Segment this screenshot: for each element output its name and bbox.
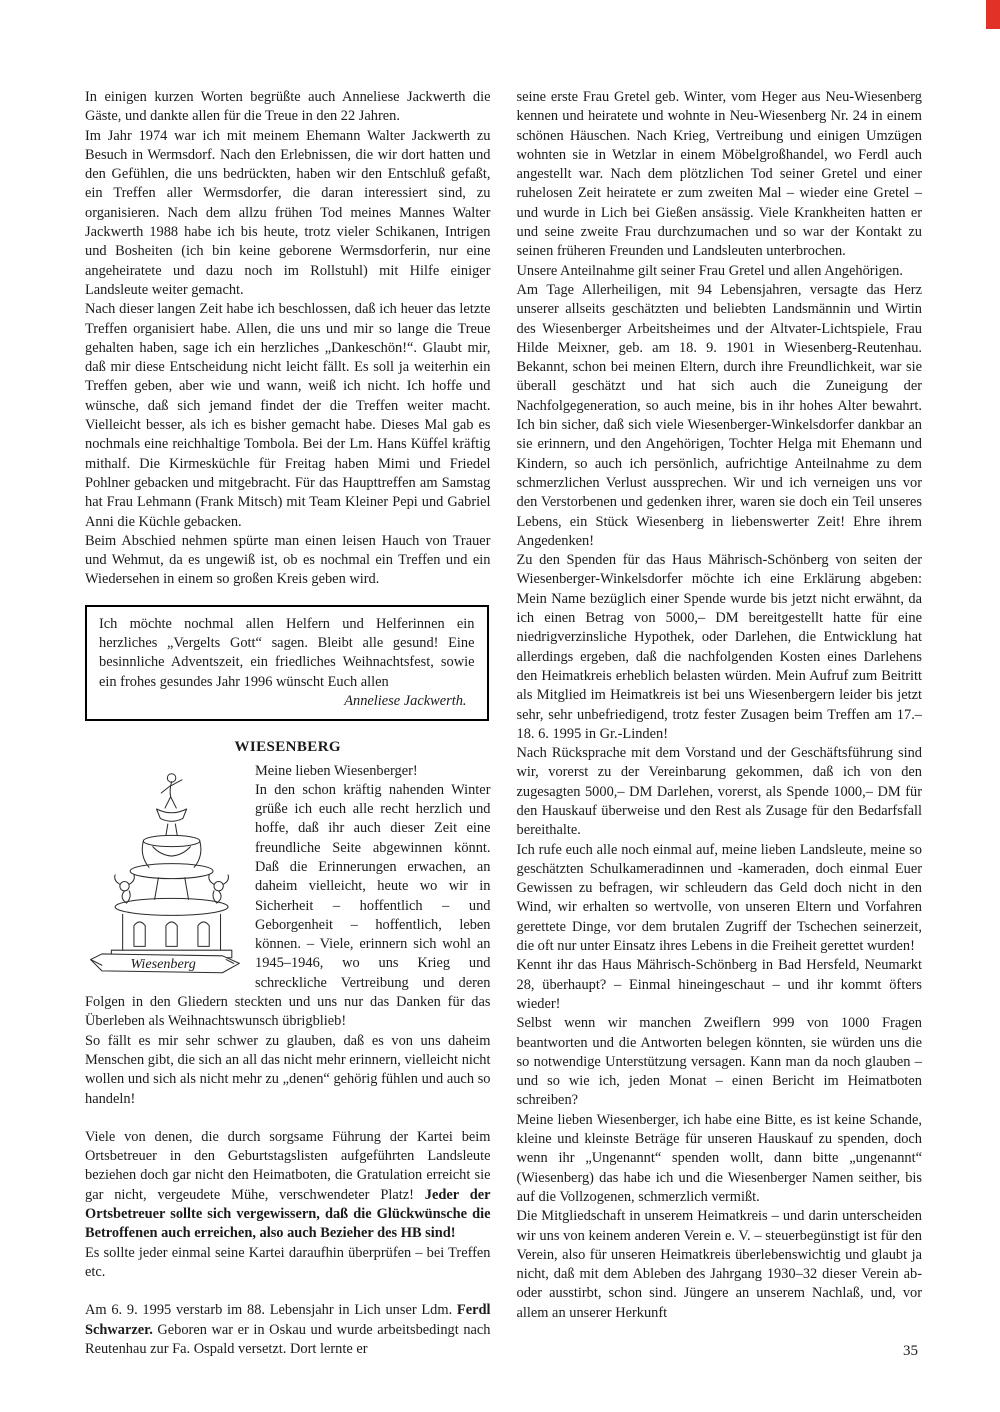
paragraph: Meine lieben Wiesenberger, ich habe eine Bitte, es ist keine Schande, kleine und kleinste Beträge für unseren Hauskauf zu spenden, doch wenn ihr „Ungenannt“ spenden wollt, dann bitte „ungenannt“ (Wiesenberg) das habe ich und die Wiesenberger Namen seither, bis auf die Vollzogenen, schmerzlich vermißt. bbox=[516, 1111, 922, 1205]
left-column bbox=[85, 88, 491, 1359]
paragraph: Es sollte jeder einmal seine Kartei daraufhin überprüfen – bei Treffen etc. bbox=[85, 1244, 491, 1280]
paragraph-bold-text: Jeder der Ortsbetreuer sollte sich vergewissern, daß die Glückwünsche die Betroffenen auch erreichen, also auch Bezieher des HB sind! bbox=[85, 1186, 491, 1242]
wiesenberg-section bbox=[85, 762, 491, 1109]
paragraph: Ich rufe euch alle noch einmal auf, meine lieben Landsleute, meine so geschätzten Schulkameradinnen und -kameraden, doch einmal Euer Gewissen zu befragen, wir schleudern das Geld doch nicht in den Wind, wir erhalten so wertvolle, von unseren Eltern und Vorfahren gerettete Dinge, vor dem brutalen Zugriff der Tschechen seinerzeit, die oft nur unter Einsatz ihres Lebens in die Freiheit gerettet wurden! bbox=[516, 841, 922, 955]
box-signature: Anneliese Jackwerth. bbox=[344, 692, 467, 709]
salutation: Meine lieben Wiesenberger! bbox=[255, 762, 418, 779]
paragraph-text: Geboren war er in Oskau und wurde arbeitsbedingt nach Reutenhau zur Fa. Ospald versetzt. Dort lernte er bbox=[85, 1321, 491, 1357]
paragraph-text: Am 6. 9. 1995 verstarb im 88. Lebensjahr in Lich unser Ldm. bbox=[85, 1302, 457, 1319]
paragraph: Unsere Anteilnahme gilt seiner Frau Gretel und allen Angehörigen. bbox=[516, 262, 903, 279]
paragraph-text: Viele von denen, die durch sorgsame Führung der Kartei beim Ortsbetreuer in den Geburtstagslisten aufgeführten Landsleute beziehen doch gar nicht den Heimatboten, die Gratulation erreicht sie gar nicht, vergeudete Mühe, verschwendeter Platz! bbox=[85, 1128, 491, 1203]
paragraph: In einigen kurzen Worten begrüßte auch Anneliese Jackwerth die Gäste, und dankte allen für die Treue in den 22 Jahren. bbox=[85, 89, 491, 125]
paragraph: Im Jahr 1974 war ich mit meinem Ehemann Walter Jackwerth zu Besuch in Wermsdorf. Nach den Erlebnissen, die wir dort hatten und den Gefühlen, die uns bedrückten, haben wir den Entschluß gefaßt, ein Treffen aller Wermsdorfer, die daran interessiert sind, zu organisieren. Nach dem allzu frühen Tod meines Mannes Walter Jackwerth 1988 habe ich bis heute, trotz vieler Schikanen, Intrigen und Bosheiten (ich bin keine geborene Wermsdorferin, nur eine angeheiratete und dazu noch im Rollstuhl) mit Hilfe einiger Landsleute weiter gemacht. bbox=[85, 127, 491, 298]
deceased-name: Ferdl Schwarzer. bbox=[85, 1302, 491, 1338]
page-number: 35 bbox=[903, 1343, 918, 1359]
paragraph: So fällt es mir sehr schwer zu glauben, daß es von uns daheim Menschen gibt, die sich an all das nicht mehr erinnern, vielleicht nicht wollen und sich als nicht mehr zu „denen“ gehörig fühlen und auch so handeln! bbox=[85, 1032, 491, 1107]
obituary-paragraph bbox=[85, 1301, 491, 1359]
paragraph: Zu den Spenden für das Haus Mährisch-Schönberg von seiten der Wiesenberger-Winkelsdorfer möchte ich eine Erklärung abgeben: Mein Name bezüglich einer Spende wurde bis jetzt nicht erwähnt, da ich einen Betrag von 5000,– DM bereitgestellt hatte für eine niedrigverzinsliche Hypothek, oder Darlehen, die Entwicklung hat allerdings ergeben, daß die nachfolgenden Kosten eines Darlehens den Heimatkreis erheblich belasten würden. Mein Aufruf zum Beitritt als Mitglied im Heimatkreis ist bei uns Wiesenbergern leider bis jetzt sehr, sehr unbefriedigend, trotz fester Zusagen beim Treffen am 17.–18. 6. 1995 in Gr.-Linden! bbox=[516, 552, 922, 742]
paragraph: Am Tage Allerheiligen, mit 94 Lebensjahren, versagte das Herz unserer allseits geschätzten und beliebten Landsmännin und Wirtin des Wiesenberger Arbeitsheimes und der Altvater-Lichtspiele, Frau Hilde Meixner, geb. am 18. 9. 1901 in Wiesenberg-Reutenhau. Bekannt, schon bei meinen Eltern, durch ihre Freundlichkeit, war sie überall geschätzt und hat sich auch die Zuneigung der Nachfolgegeneration, so auch meine, bis in ihr hohes Alter bewahrt. Ich bin sicher, daß sich viele Wiesenberger-Winkelsdorfer dankbar an sie erinnern, und den Angehörigen, Tochter Helga mit Ehemann und Kindern, so auch ich persönlich, aufrichtige Anteilnahme zu dem schmerzlichen Verlust aussprechen. Wir und ich verneigen uns vor den Verstorbenen und gedenken ihrer, waren sie doch ein Teil unseres Lebens, ein Stück Wiesenberg in liebenswerter Zeit! Ehre ihrem Angedenken! bbox=[516, 281, 922, 549]
section-heading-wiesenberg: WIESENBERG bbox=[234, 739, 342, 756]
red-corner-mark bbox=[986, 0, 1000, 29]
paragraph: Die Mitgliedschaft in unserem Heimatkreis – und darin unterscheiden wir uns von keinem anderen Verein e. V. – steuerbegünstigt ist für den Verein, also für unseren Heimatkreis überlebenswichtig und glaubt ja nicht, daß mit dem Ableben des Jahrgang 1930–32 dieser Verein ab- oder ausstirbt, schon sind. Jüngere an unserem Nachlaß, und, vor allem an unserer Herkunft bbox=[516, 1208, 922, 1321]
right-column bbox=[517, 88, 923, 1359]
paragraph: Selbst wenn wir manchen Zweiflern 999 von 1000 Fragen beantworten und die Antworten belegen könnten, sie würden uns die so notwendige Unterstützung versagen. Kann man da noch glauben – und so wie ich, jeden Monat – einen Bericht im Heimatboten schreiben? bbox=[516, 1015, 922, 1109]
paragraph: In den schon kräftig nahenden Winter grüße ich euch alle recht herzlich und hoffe, daß ihr auch dieser Zeit eine freundliche Seite abgewinnen könnt. Daß die Erinnerungen erwachen, an daheim vielleicht, heute wo wir in Sicherheit – hoffentlich – und Geborgenheit – hoffentlich, leben können. – Viele, erinnern sich wohl an 1945–1946, wo uns Krieg und schreckliche Vertreibung und deren Folgen in den Gliedern steckten und uns nur das Danken für das Überleben als Weihnachtswunsch übrigblieb! bbox=[85, 781, 491, 1030]
paragraph: seine erste Frau Gretel geb. Winter, vom Heger aus Neu-Wiesenberg kennen und heiratete und wohnte in Neu-Wiesenberg Nr. 24 in einem schönen Häuschen. Nach Krieg, Vertreibung und einigen Umzügen wohnten sie in Wetzlar in einem Möbelgroßhandel, wo Ferdl auch angestellt war. Nach dem plötzlichen Tod seiner Gretel und einer ruhelosen Zeit heiratete er zum zweiten Mal – wieder eine Gretel – und wurde in Lich bei Gießen ansässig. Viele Krankheiten hatten er und seine zweite Frau durchzumachen und so war der Kontakt zu seinen früheren Freunden und Landsleuten unterbrochen. bbox=[516, 89, 922, 260]
paragraph: Kennt ihr das Haus Mährisch-Schönberg in Bad Hersfeld, Neumarkt 28, überhaupt? – Einmal hineingeschaut – und ihr kommt öfters wieder! bbox=[516, 957, 922, 1012]
acknowledgement-box bbox=[85, 605, 489, 721]
paragraph: Nach Rücksprache mit dem Vorstand und der Geschäftsführung sind wir, vorerst zu der Vereinbarung gekommen, daß ich von den zugesagten 5000,– DM Darlehen, vorerst, als Spende 1000,– DM für den Hauskauf überweise und den Rest als Zusage für den Bedarfsfall bereithalte. bbox=[516, 745, 922, 839]
fountain-illustration bbox=[85, 765, 245, 981]
fountain-banner-label: Wiesenberg bbox=[130, 955, 196, 972]
paragraph bbox=[85, 1128, 491, 1244]
paragraph: Nach dieser langen Zeit habe ich beschlossen, daß ich heuer das letzte Treffen organisiert habe. Allen, die uns und mir so lange die Treue gehalten haben, sage ich ein herzliches „Dankeschön!“. Glaubt mir, daß mir diese Entscheidung nicht leicht fällt. Es soll ja weiterhin ein Treffen geben, aber wie und wann, weiß ich nicht. Ich hoffe und wünsche, daß sich jemand findet der die Treffen weiter macht. Vielleicht besser, als ich es bisher gemacht habe. Dieses Mal gab es nochmals eine reichhaltige Tombola. Bei der Lm. Hans Küffel kräftig mithalf. Die Kirmesküchle für Freitag haben Mimi und Friedel Pohlner gebacken und mitgebracht. Für das Haupttreffen am Samstag hat Frau Lehmann (Frank Mitsch) mit Team Kleiner Pepi und Gabriel Anni die Küchle gebacken. bbox=[85, 301, 491, 530]
box-text: Ich möchte nochmal allen Helfern und Helferinnen ein herzliches „Vergelts Gott“ sagen. Bleibt alle gesund! Eine besinnliche Adventszeit, ein friedliches Weihnachtsfest, sowie ein frohes gesundes Jahr 1996 wünscht Euch allen bbox=[99, 615, 475, 690]
paragraph: Beim Abschied nehmen spürte man einen leisen Hauch von Trauer und Wehmut, da es ungewiß ist, ob es nochmal ein Treffen und ein Wiedersehen in einem so großen Kreis geben wird. bbox=[85, 532, 491, 588]
